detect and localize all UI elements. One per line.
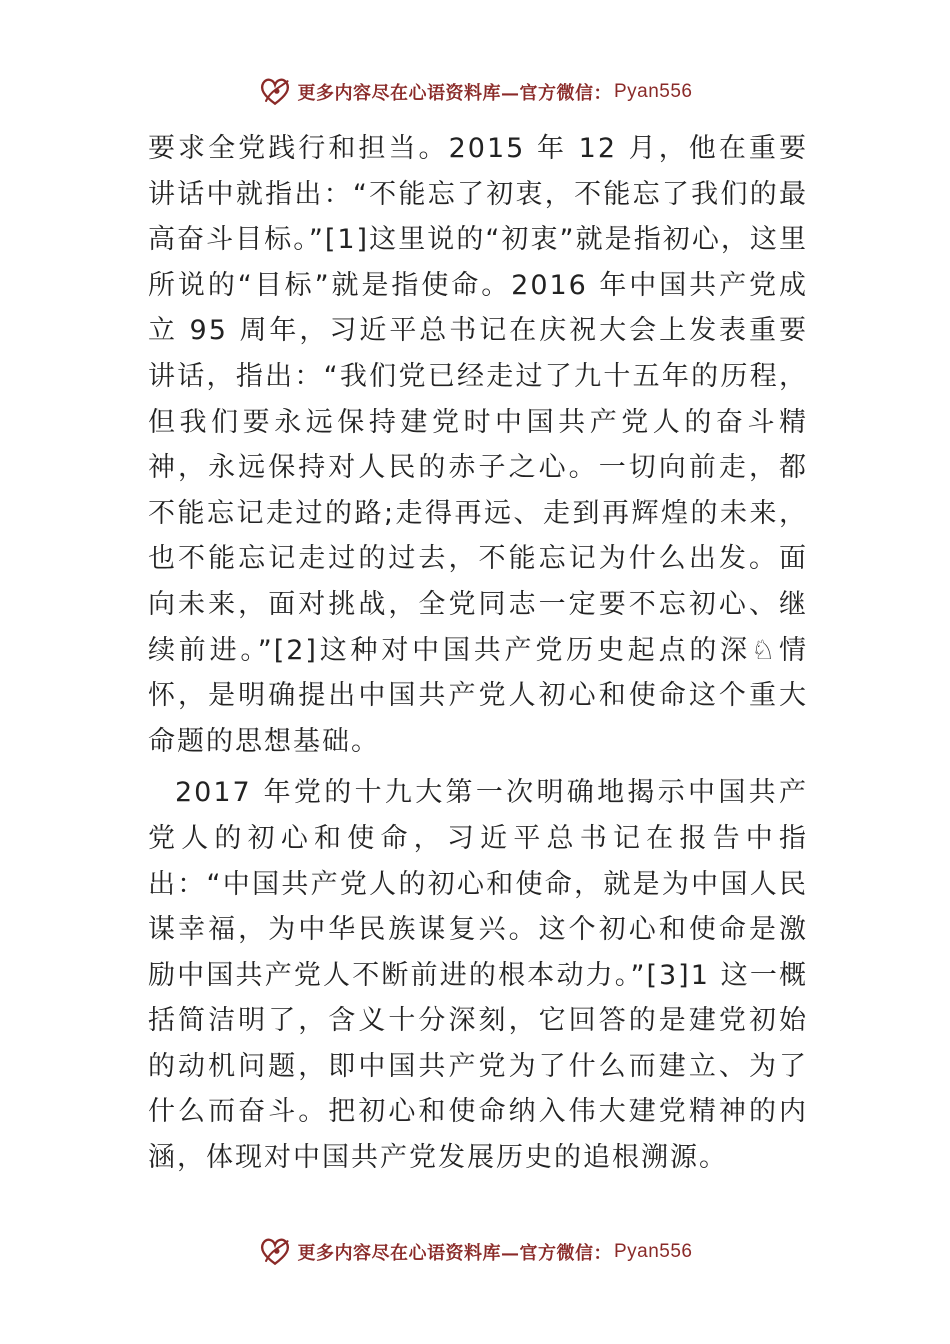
footer-banner [0, 1230, 950, 1274]
header-banner [0, 70, 950, 114]
paragraph-1: 要求全党践行和担当。2015 年 12 月，他在重要讲话中就指出：“不能忘了初衷，不能忘了我们的最高奋斗目标。”[1]这里说的“初衷”就是指初心，这里所说的“目标”就是指使命。2016 年中国共产党成立 95 周年，习近平总书记在庆祝大会上发表重要讲话，指出：“我们党已经走过了九十五年的历程，但我们要永远保持建党时中国共产党人的奋斗精神，永远保持对人民的赤子之心。一切向前走，都不能忘记走过的路;走得再远、走到再辉煌的未来，也不能忘记走过的过去，不能忘记为什么出发。面向未来，面对挑战，全党同志一定要不忘初心、继续前进。”[2]这种对中国共产党历史起点的深♘情怀，是明确提出中国共产党人初心和使命这个重大命题的思想基础。 [148, 133, 808, 757]
header-wechat-id: Pyan556 [613, 81, 693, 102]
header-banner-text: 更多内容尽在心语资料库—官方微信： [297, 83, 612, 104]
paragraph-2: 2017 年党的十九大第一次明确地揭示中国共产党人的初心和使命，习近平总书记在报告中指出：“中国共产党人的初心和使命，就是为中国人民谋幸福，为中华民族谋复兴。这个初心和使命是激励中国共产党人不断前进的根本动力。”[3]1 这一概括简洁明了，含义十分深刻，它回答的是建党初始的动机问题，即中国共产党为了什么而建立、为了什么而奋斗。把初心和使命纳入伟大建党精神的内涵，体现对中国共产党发展历史的追根溯源。 [148, 777, 808, 1174]
footer-wechat-id: Pyan556 [613, 1241, 693, 1262]
footer-banner-text: 更多内容尽在心语资料库—官方微信： [297, 1243, 612, 1264]
heart-signature-logo-icon [257, 1234, 293, 1270]
heart-signature-logo-icon [257, 74, 293, 110]
document-body [148, 126, 808, 1181]
